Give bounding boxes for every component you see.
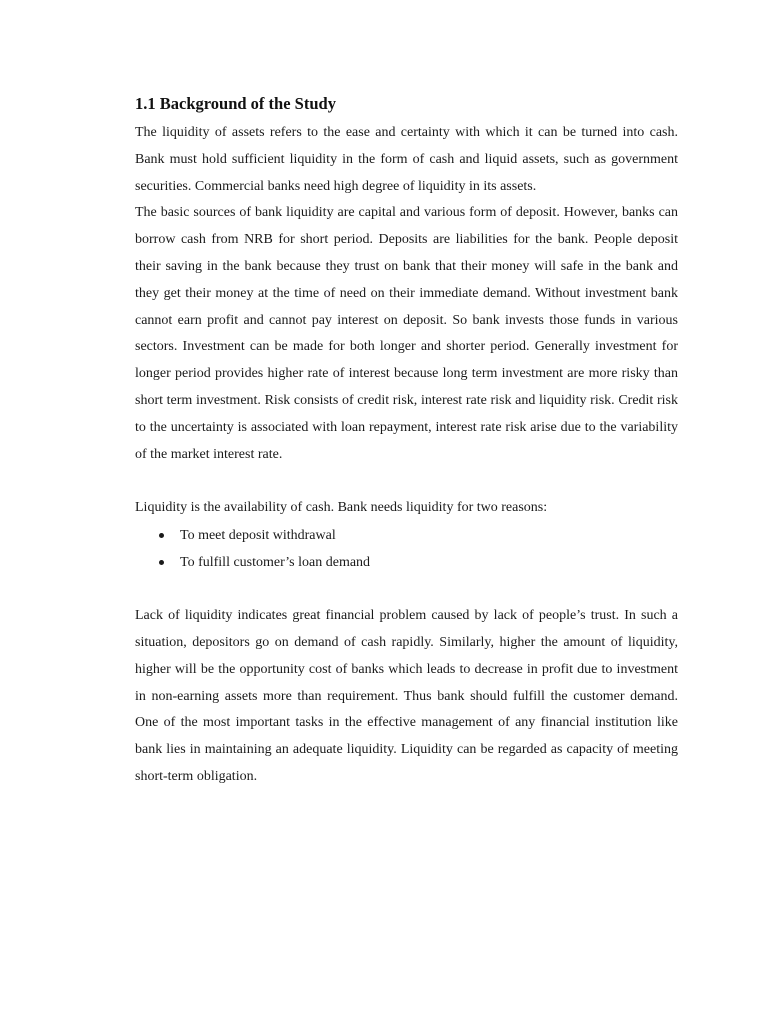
section-heading: 1.1 Background of the Study bbox=[135, 94, 336, 113]
list-item bbox=[135, 549, 678, 576]
list-item-text: To meet deposit withdrawal bbox=[180, 528, 336, 544]
bullet-icon bbox=[159, 533, 164, 538]
reasons-list bbox=[135, 522, 678, 576]
paragraph-liquidity-reasons: Liquidity is the availability of cash. Bank needs liquidity for two reasons: bbox=[135, 500, 548, 516]
list-item bbox=[135, 522, 678, 549]
paragraph-lack-of-liquidity: Lack of liquidity indicates great financial problem caused by lack of people’s trust. In such a situation, depositors go on demand of cash rapidly. Similarly, higher the amount of liquidity, higher will be the opportunity cost of banks which leads to decrease in profit due to investment in non-earning assets more than requirement. Thus bank should fulfill the customer demand. One of the most important tasks in the effective management of any financial institution like bank lies in maintaining an adequate liquidity. Liquidity can be regarded as capacity of meeting short-term obligation. bbox=[135, 608, 678, 784]
bullet-icon bbox=[159, 560, 164, 565]
document-page bbox=[135, 92, 678, 791]
paragraph-liquidity-sources: The basic sources of bank liquidity are capital and various form of deposit. However, banks can borrow cash from NRB for short period. Deposits are liabilities for the bank. People deposit their saving in the bank because they trust on bank that their money will safe in the bank and they get their money at the time of need on their immediate demand. Without investment bank cannot earn profit and cannot pay interest on deposit. So bank invests those funds in various sectors. Investment can be made for both longer and shorter period. Generally investment for longer period provides higher rate of interest because long term investment are more risky than short term investment. Risk consists of credit risk, interest rate risk and liquidity risk. Credit risk to the uncertainty is associated with loan repayment, interest rate risk arise due to the variability of the market interest rate. bbox=[135, 205, 678, 462]
list-item-text: To fulfill customer’s loan demand bbox=[180, 555, 371, 571]
paragraph-liquidity-definition: The liquidity of assets refers to the ease and certainty with which it can be turned into cash. Bank must hold sufficient liquidity in the form of cash and liquid assets, such as government securities. Commercial banks need high degree of liquidity in its assets. bbox=[135, 125, 678, 194]
paragraph-gap bbox=[135, 468, 678, 495]
paragraph-gap bbox=[135, 576, 678, 603]
